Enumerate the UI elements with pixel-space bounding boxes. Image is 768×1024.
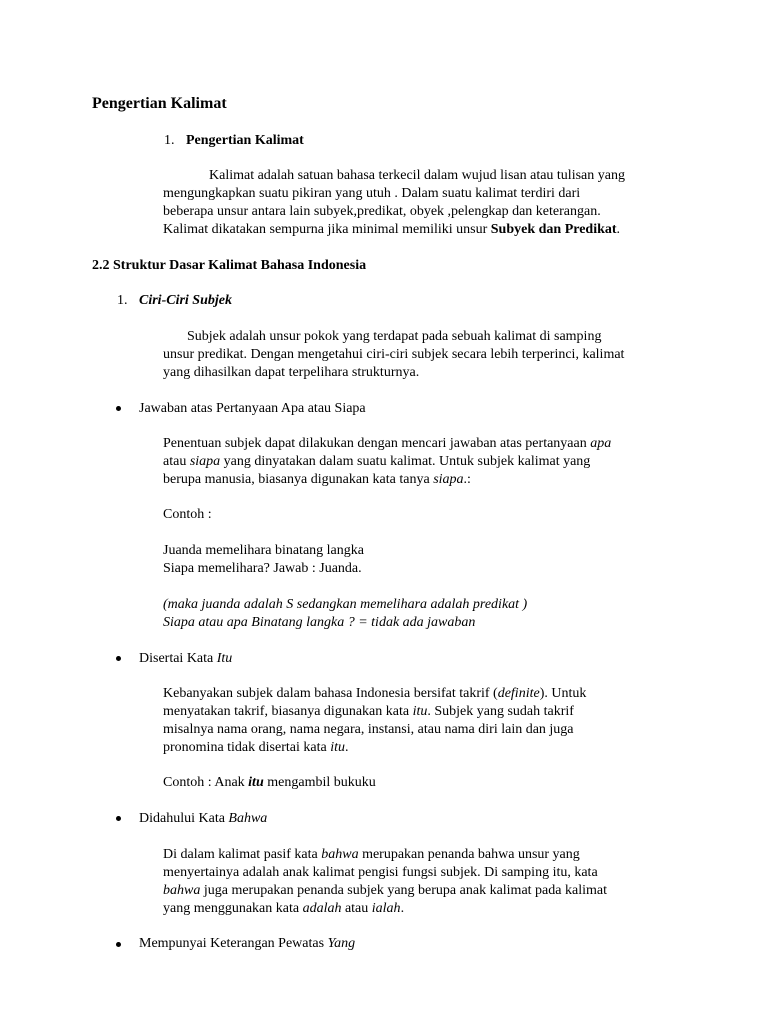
italic-text: itu — [330, 740, 345, 755]
text-run: . — [400, 901, 405, 916]
bullet2-label — [139, 650, 232, 668]
section1-heading: Pengertian Kalimat — [186, 133, 304, 148]
paragraph-line — [163, 471, 611, 489]
italic-text: Yang — [327, 936, 356, 951]
text-run: .: — [463, 472, 471, 487]
item1-paragraph — [163, 328, 624, 382]
paragraph-line: beberapa unsur antara lain subyek,predikat, obyek ,pelengkap dan keterangan. — [163, 204, 601, 219]
paragraph-line — [163, 846, 607, 864]
bullet-icon — [116, 656, 121, 661]
section1-number: 1. — [164, 133, 175, 148]
paragraph-line — [163, 221, 625, 239]
italic-text: bahwa — [321, 847, 359, 862]
paragraph-line: Subjek adalah unsur pokok yang terdapat pada sebuah kalimat di samping — [187, 329, 602, 344]
text-run: merupakan penanda bahwa unsur yang — [358, 847, 580, 862]
text-run: menyatakan takrif, biasanya digunakan kata — [163, 704, 413, 719]
section2-heading: 2.2 Struktur Dasar Kalimat Bahasa Indonesia — [92, 258, 367, 273]
text-run: . Subjek yang sudah takrif — [427, 704, 574, 719]
paragraph-line — [163, 703, 586, 721]
text-run: Di dalam kalimat pasif kata — [163, 847, 322, 862]
bullet1-examples — [163, 542, 364, 578]
bullet-icon — [116, 816, 121, 821]
text-run: . — [344, 740, 349, 755]
paragraph-line — [163, 435, 611, 453]
paragraph-line — [163, 453, 611, 471]
italic-text: definite — [497, 686, 540, 701]
bullet2-paragraph — [163, 685, 586, 757]
item1-number: 1. — [117, 293, 128, 308]
paragraph-line — [163, 739, 586, 757]
paragraph-line: yang dihasilkan dapat terpelihara strukturnya. — [163, 365, 420, 380]
item1-heading: Ciri-Ciri Subjek — [139, 293, 232, 308]
text-run: pronomina tidak disertai kata — [163, 740, 331, 755]
italic-text: Itu — [216, 651, 233, 666]
text-run: Penentuan subjek dapat dilakukan dengan mencari jawaban atas pertanyaan — [163, 436, 591, 451]
bullet1-label: Jawaban atas Pertanyaan Apa atau Siapa — [139, 401, 366, 416]
text-run: ). Untuk — [539, 686, 587, 701]
example-line: Juanda memelihara binatang langka — [163, 543, 364, 558]
bullet1-contoh: Contoh : — [163, 507, 212, 522]
paragraph-line: menyertainya adalah anak kalimat pengisi fungsi subjek. Di samping itu, kata — [163, 865, 598, 880]
italic-text: siapa — [433, 472, 464, 487]
text-run: Kalimat dikatakan sempurna jika minimal memiliki unsur — [163, 222, 491, 237]
italic-text: itu — [412, 704, 428, 719]
paragraph-line — [163, 882, 607, 900]
italic-text: ialah — [371, 901, 401, 916]
text-run: yang dinyatakan dalam suatu kalimat. Untuk subjek kalimat yang — [220, 454, 591, 469]
page-title: Pengertian Kalimat — [92, 95, 227, 112]
text-run: Mempunyai Keterangan Pewatas — [139, 936, 328, 951]
paragraph-line: mengungkapkan suatu pikiran yang utuh . Dalam suatu kalimat terdiri dari — [163, 186, 581, 201]
paragraph-line — [163, 685, 586, 703]
text-run: . — [616, 222, 621, 237]
italic-text: bahwa — [163, 883, 201, 898]
text-run: Contoh : Anak — [163, 775, 249, 790]
italic-text: apa — [590, 436, 612, 451]
emphasis-text: Subyek dan Predikat — [490, 222, 617, 237]
bullet1-paragraph — [163, 435, 611, 489]
text-run: atau — [163, 454, 190, 469]
note-line: Siapa atau apa Binatang langka ? = tidak ada jawaban — [163, 615, 476, 630]
example-line: Siapa memelihara? Jawab : Juanda. — [163, 561, 362, 576]
section1-paragraph — [163, 167, 625, 239]
text-run: atau — [341, 901, 372, 916]
text-run: Kebanyakan subjek dalam bahasa Indonesia bersifat takrif ( — [163, 686, 498, 701]
bullet2-contoh — [163, 774, 376, 792]
text-run: Didahului Kata — [139, 811, 229, 826]
bullet4-label — [139, 935, 355, 953]
note-line: (maka juanda adalah S sedangkan memelihara adalah predikat ) — [163, 597, 528, 612]
text-run: Disertai Kata — [139, 651, 217, 666]
paragraph-line: misalnya nama orang, nama negara, instansi, atau nama diri lain dan juga — [163, 722, 574, 737]
text-run: yang menggunakan kata — [163, 901, 303, 916]
text-run: berupa manusia, biasanya digunakan kata tanya — [163, 472, 434, 487]
emphasis-text: itu — [248, 775, 264, 790]
bullet-icon — [116, 406, 121, 411]
paragraph-line: Kalimat adalah satuan bahasa terkecil dalam wujud lisan atau tulisan yang — [209, 168, 625, 183]
bullet3-label — [139, 810, 267, 828]
paragraph-line: unsur predikat. Dengan mengetahui ciri-ciri subjek secara lebih terperinci, kalimat — [163, 347, 625, 362]
bullet3-paragraph — [163, 846, 607, 918]
italic-text: siapa — [189, 454, 221, 469]
text-run: juga merupakan penanda subjek yang berupa anak kalimat pada kalimat — [200, 883, 607, 898]
bullet-icon — [116, 942, 121, 947]
paragraph-line — [163, 900, 607, 918]
bullet1-notes — [163, 596, 527, 632]
italic-text: Bahwa — [228, 811, 268, 826]
italic-text: adalah — [302, 901, 342, 916]
text-run: mengambil bukuku — [263, 775, 376, 790]
